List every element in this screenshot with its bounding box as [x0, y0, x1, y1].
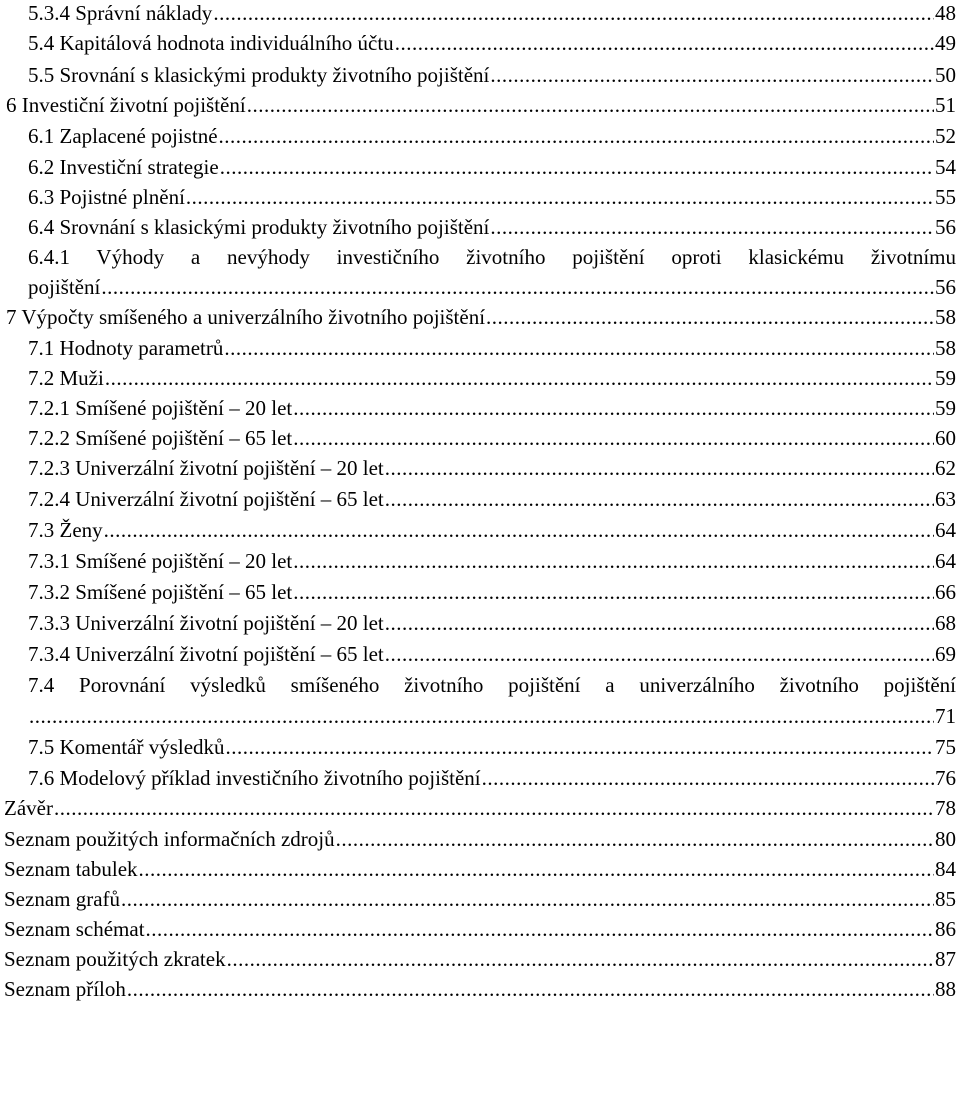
toc-entry-page: 75 — [935, 735, 956, 759]
toc-entry-page: 58 — [935, 305, 956, 329]
toc-entry-page: 48 — [935, 1, 956, 25]
toc-entry-label: 7.5 Komentář výsledků — [28, 735, 225, 759]
toc-leader-dots — [395, 28, 934, 58]
toc-leader-dots — [29, 701, 934, 731]
toc-entry-label-line1: 6.4.1 Výhody a nevýhody investičního životního pojištění oproti klasickému životnímu — [28, 245, 956, 269]
toc-entry[interactable] — [0, 639, 956, 669]
toc-entry-page: 76 — [935, 766, 956, 790]
toc-leader-dots — [247, 90, 934, 120]
toc-entry-label: 6 Investiční životní pojištění — [6, 93, 246, 117]
toc-leader-dots — [293, 577, 934, 607]
toc-leader-dots — [293, 546, 934, 576]
toc-entry-label-line1: 7.4 Porovnání výsledků smíšeného životního pojištění a univerzálního životního pojištění — [28, 673, 956, 697]
toc-entry-label: 7.2.3 Univerzální životní pojištění – 20 let — [28, 456, 384, 480]
toc-entry-page: 68 — [935, 611, 956, 635]
toc-entry-page: 58 — [935, 336, 956, 360]
toc-leader-dots — [226, 732, 934, 762]
toc-entry-label: 6.4 Srovnání s klasickými produkty životního pojištění — [28, 215, 490, 239]
toc-entry-label: 7.3.4 Univerzální životní pojištění – 65 let — [28, 642, 384, 666]
toc-entry-page: 63 — [935, 487, 956, 511]
toc-leader-dots — [213, 0, 934, 28]
toc-entry[interactable] — [0, 272, 956, 302]
toc-leader-dots — [227, 944, 934, 974]
toc-entry-label: 7.2.1 Smíšené pojištění – 20 let — [28, 396, 293, 420]
toc-entry[interactable] — [0, 824, 956, 854]
toc-leader-dots — [486, 302, 934, 332]
toc-leader-dots — [105, 363, 934, 393]
toc-entry-page: 56 — [935, 275, 956, 299]
toc-entry[interactable] — [0, 515, 956, 545]
toc-leader-dots — [54, 793, 934, 823]
toc-entry-label: 5.4 Kapitálová hodnota individuálního účtu — [28, 31, 394, 55]
toc-leader-dots — [293, 393, 934, 423]
toc-entry-page: 54 — [935, 155, 956, 179]
toc-entry[interactable] — [0, 944, 956, 974]
toc-entry-page: 56 — [935, 215, 956, 239]
toc-leader-dots — [293, 423, 934, 453]
toc-entry-page: 59 — [935, 396, 956, 420]
toc-entry-label: 7.6 Modelový příklad investičního životního pojištění — [28, 766, 481, 790]
toc-leader-dots — [482, 763, 934, 793]
toc-entry-label: 6.2 Investiční strategie — [28, 155, 219, 179]
toc-entry-wrapped-line[interactable] — [0, 242, 956, 272]
toc-entry-label: Seznam grafů — [4, 887, 121, 911]
toc-entry-wrapped-line[interactable] — [0, 670, 956, 700]
toc-entry-label: 7.3 Ženy — [28, 518, 103, 542]
toc-entry-label: 7.3.1 Smíšené pojištění – 20 let — [28, 549, 293, 573]
toc-leader-dots — [139, 854, 934, 884]
toc-leader-dots — [127, 974, 934, 1004]
toc-leader-dots — [224, 333, 934, 363]
toc-entry-page: 84 — [935, 857, 956, 881]
toc-entry-label: 7 Výpočty smíšeného a univerzálního životního pojištění — [6, 305, 486, 329]
toc-entry[interactable] — [0, 484, 956, 514]
toc-entry-page: 86 — [935, 917, 956, 941]
toc-entry-label: 5.3.4 Správní náklady — [28, 1, 213, 25]
toc-entry[interactable] — [0, 732, 956, 762]
toc-entry[interactable] — [0, 60, 956, 90]
toc-entry-label: 7.2.2 Smíšené pojištění – 65 let — [28, 426, 293, 450]
toc-entry-label: Seznam použitých zkratek — [4, 947, 226, 971]
toc-entry-page: 88 — [935, 977, 956, 1001]
toc-entry[interactable] — [0, 423, 956, 453]
toc-entry[interactable] — [0, 854, 956, 884]
toc-entry-label: 5.5 Srovnání s klasickými produkty životního pojištění — [28, 63, 490, 87]
toc-entry-page: 62 — [935, 456, 956, 480]
toc-entry-label: Seznam příloh — [4, 977, 126, 1001]
toc-entry[interactable] — [0, 333, 956, 363]
toc-leader-dots — [186, 182, 934, 212]
toc-entry-label: 7.3.3 Univerzální životní pojištění – 20 let — [28, 611, 384, 635]
toc-entry[interactable] — [0, 884, 956, 914]
toc-entry[interactable] — [0, 121, 956, 151]
toc-entry[interactable] — [0, 28, 956, 58]
toc-leader-dots — [385, 453, 934, 483]
toc-entry-page: 78 — [935, 796, 956, 820]
toc-entry[interactable] — [0, 90, 956, 120]
toc-entry[interactable] — [0, 793, 956, 823]
toc-entry-page: 52 — [935, 124, 956, 148]
toc-leader-dots — [101, 272, 934, 302]
toc-entry-page: 55 — [935, 185, 956, 209]
toc-leader-dots — [121, 884, 934, 914]
toc-entry[interactable] — [0, 212, 956, 242]
toc-entry-label: 7.2 Muži — [28, 366, 104, 390]
toc-entry-label: 7.3.2 Smíšené pojištění – 65 let — [28, 580, 293, 604]
toc-entry-page: 50 — [935, 63, 956, 87]
toc-entry[interactable] — [0, 363, 956, 393]
toc-entry[interactable] — [0, 763, 956, 793]
toc-entry[interactable] — [0, 302, 956, 332]
toc-leader-dots — [490, 60, 934, 90]
toc-entry-page: 60 — [935, 426, 956, 450]
toc-leader-dots — [219, 121, 934, 151]
toc-entry-page: 59 — [935, 366, 956, 390]
toc-entry[interactable] — [0, 608, 956, 638]
toc-entry[interactable] — [0, 0, 956, 28]
toc-entry[interactable] — [0, 453, 956, 483]
toc-entry[interactable] — [0, 152, 956, 182]
toc-entry[interactable] — [0, 974, 956, 1004]
toc-entry-label: 7.1 Hodnoty parametrů — [28, 336, 224, 360]
toc-leader-dots — [385, 608, 934, 638]
toc-entry-page: 66 — [935, 580, 956, 604]
toc-entry-label: Seznam tabulek — [4, 857, 138, 881]
toc-entry-page: 80 — [935, 827, 956, 851]
toc-entry-label: pojištění — [28, 275, 101, 299]
toc-entry[interactable] — [0, 546, 956, 576]
toc-leader-dots — [385, 484, 934, 514]
toc-leader-dots — [336, 824, 934, 854]
toc-entry-label: 6.3 Pojistné plnění — [28, 185, 185, 209]
toc-leader-dots — [220, 152, 934, 182]
toc-entry-label: 7.2.4 Univerzální životní pojištění – 65 let — [28, 487, 384, 511]
toc-leader-dots — [146, 914, 934, 944]
toc-entry-label: 6.1 Zaplacené pojistné — [28, 124, 218, 148]
toc-entry-page: 51 — [935, 93, 956, 117]
toc-leader-dots — [104, 515, 934, 545]
toc-entry-page: 49 — [935, 31, 956, 55]
toc-entry[interactable] — [0, 577, 956, 607]
toc-entry-page: 85 — [935, 887, 956, 911]
toc-entry-page: 69 — [935, 642, 956, 666]
toc-entry[interactable] — [0, 701, 956, 731]
toc-entry[interactable] — [0, 914, 956, 944]
toc-entry-label: Závěr — [4, 796, 53, 820]
toc-leader-dots — [490, 212, 934, 242]
toc-entry-page: 64 — [935, 549, 956, 573]
toc-entry-page: 87 — [935, 947, 956, 971]
toc-entry-page: 71 — [935, 704, 956, 728]
toc-entry-label: Seznam schémat — [4, 917, 145, 941]
toc-entry-label: Seznam použitých informačních zdrojů — [4, 827, 335, 851]
toc-entry[interactable] — [0, 393, 956, 423]
toc-entry-page: 64 — [935, 518, 956, 542]
toc-leader-dots — [385, 639, 934, 669]
toc-entry[interactable] — [0, 182, 956, 212]
